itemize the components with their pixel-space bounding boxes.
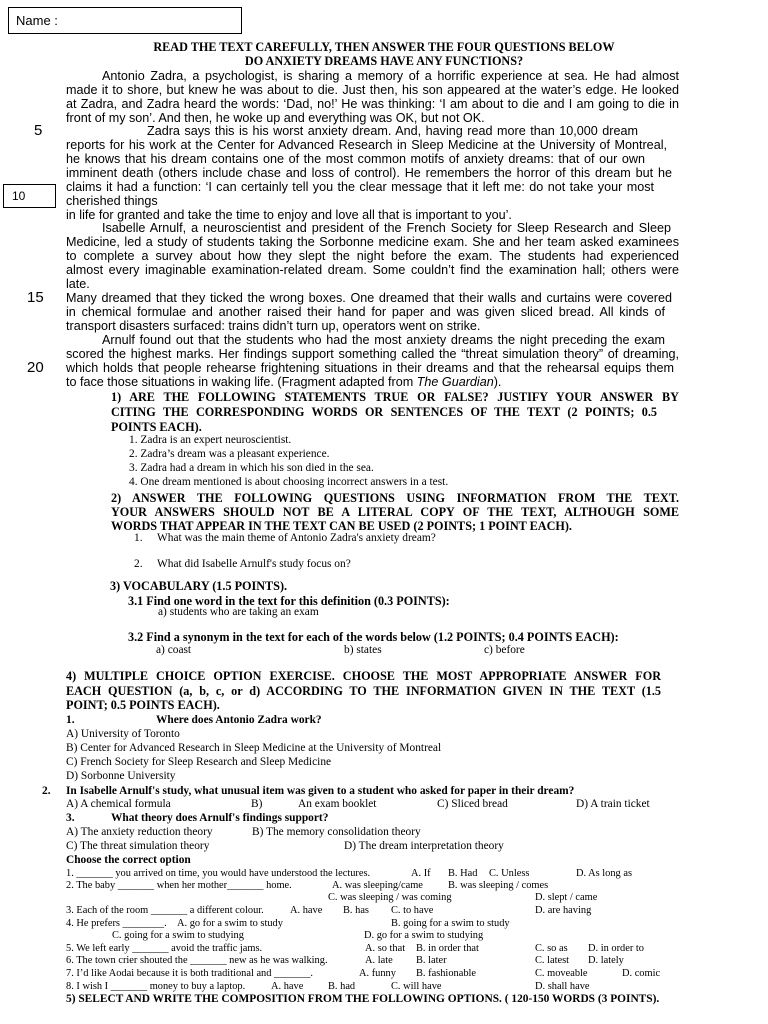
passage-line: transport disasters surfaced: trains didn’t turn up, operators went on strike. (66, 319, 481, 333)
grammar-option[interactable]: D. slept / came (535, 892, 598, 903)
q1-statement: 2. Zadra’s dream was a pleasant experience. (129, 448, 330, 460)
grammar-option[interactable]: B. fashionable (416, 968, 477, 979)
passage-line: made it to shore, but knew he was about to die. Just then, his son appeared at the water’s edge. He looked (66, 83, 679, 97)
q1-statement: 1. Zadra is an expert neuroscientist. (129, 434, 292, 446)
grammar-stem: 6. The town crier shouted the _______ new as he was walking. (66, 955, 328, 966)
grammar-option[interactable]: A. have (271, 981, 304, 992)
passage-line: Zadra says this is his worst anxiety dream. And, having read more than 10,000 dream (147, 124, 638, 138)
mc2-option[interactable]: A) A chemical formula (66, 798, 171, 810)
grammar-option[interactable]: D. go for a swim to studying (364, 930, 484, 941)
mc2-option[interactable]: D) A train ticket (576, 798, 650, 810)
passage-line: Arnulf found out that the students who had the most anxiety dreams the night preceding the exam (102, 333, 665, 347)
mc2-option[interactable]: C) Sliced bread (437, 798, 508, 810)
question-5: 5) SELECT AND WRITE THE COMPOSITION FROM THE FOLLOWING OPTIONS. ( 120-150 WORDS (3 POINTS). (66, 993, 660, 1005)
grammar-option[interactable]: D. in order to (588, 943, 644, 954)
q3-1-instruction: 3.1 Find one word in the text for this definition (0.3 POINTS): (128, 594, 450, 608)
q3-1-item: a) students who are taking an exam (158, 606, 319, 618)
mc3-question: What theory does Arnulf's findings support? (111, 812, 329, 824)
instructions-heading: READ THE TEXT CAREFULLY, THEN ANSWER THE FOUR QUESTIONS BELOW (153, 40, 615, 54)
grammar-stem: 3. Each of the room _______ a different colour. (66, 905, 264, 916)
q2-instruction: YOUR ANSWERS SHOULD NOT BE A LITERAL COPY OF THE TEXT, ALTHOUGH SOME (111, 505, 679, 519)
passage-line: front of my son’. And then, he woke up and everything was OK, but not OK. (66, 111, 485, 125)
passage-line: reports for his work at the Center for Advanced Research in Sleep Medicine at the University of Montreal, (66, 138, 667, 152)
q4-instruction: POINT; 0.5 POINTS EACH). (66, 698, 220, 712)
grammar-option[interactable]: A. was sleeping/came (332, 880, 423, 891)
article-title: DO ANXIETY DREAMS HAVE ANY FUNCTIONS? (244, 54, 524, 68)
grammar-option[interactable]: A. so that (365, 943, 406, 954)
q3-title: 3) VOCABULARY (1.5 POINTS). (110, 579, 288, 593)
passage-line: Many dreamed that they ticked the wrong boxes. One dreamed that their walls and curtains were covered (66, 291, 672, 305)
q1-instruction: CITING THE CORRESPONDING WORDS OR SENTENCES OF THE TEXT (2 POINTS; 0.5 (111, 405, 657, 419)
grammar-option[interactable]: D. are having (535, 905, 592, 916)
mc3-number: 3. (66, 812, 75, 824)
name-field[interactable] (8, 7, 242, 34)
q2-instruction: WORDS THAT APPEAR IN THE TEXT CAN BE USED (2 POINTS; 1 POINT EACH). (111, 519, 572, 533)
mc2-number: 2. (42, 785, 51, 797)
passage-line: in chemical formulae and another raised their hand for paper and was given sliced bread. All kinds of (66, 305, 665, 319)
mc3-option[interactable]: B) The memory consolidation theory (252, 826, 421, 838)
passage-source-line (66, 375, 501, 389)
line-number-10-box (3, 184, 56, 208)
grammar-option[interactable]: D. shall have (535, 981, 590, 992)
grammar-option[interactable]: B. Had (448, 868, 478, 879)
passage-line: at Zadra, and Zadra heard the words: ‘Dad, no!’ He was thinking: ‘I am about to die and I am going to die in (66, 97, 679, 111)
q1-statement: 3. Zadra had a dream in which his son died in the sea. (129, 462, 374, 474)
grammar-title: Choose the correct option (66, 854, 191, 866)
grammar-stem: 2. The baby _______ when her mother_______ home. (66, 880, 292, 891)
grammar-stem: 7. I’d like Aodai because it is both traditional and _______. (66, 968, 314, 979)
passage-line: imminent death (others include chase and loss of control). He remembers the horror of this dream but he (66, 166, 672, 180)
mc1-option[interactable]: A) University of Toronto (66, 728, 180, 740)
grammar-option[interactable]: C. was sleeping / was coming (328, 892, 452, 903)
line-number-15: 15 (27, 289, 44, 306)
grammar-option[interactable]: A. If (411, 868, 431, 879)
source-close: ). (493, 375, 502, 389)
passage-line: Medicine, led a study of students taking the Sorbonne medicine exam. She and her team asked examinees (66, 235, 679, 249)
q2-number: 1. (134, 532, 143, 544)
grammar-option[interactable]: B. later (416, 955, 447, 966)
grammar-stem: 4. He prefers ________. (66, 918, 167, 929)
grammar-option[interactable]: D. comic (622, 968, 661, 979)
grammar-option[interactable]: B. had (328, 981, 356, 992)
grammar-option[interactable]: A. funny (359, 968, 396, 979)
q4-instruction: 4) MULTIPLE CHOICE OPTION EXERCISE. CHOOSE THE MOST APPROPRIATE ANSWER FOR (66, 669, 661, 683)
passage-line: almost every imaginable examination-related dream. Some couldn’t find the examination hall; others were (66, 263, 679, 277)
mc1-number: 1. (66, 714, 75, 726)
q2-question: What was the main theme of Antonio Zadra's anxiety dream? (157, 532, 436, 544)
q2-instruction: 2) ANSWER THE FOLLOWING QUESTIONS USING INFORMATION FROM THE TEXT. (111, 491, 679, 505)
passage-line: to complete a survey about how they slept the night before the exam. The students had experienced (66, 249, 679, 263)
name-label: Name : (16, 13, 58, 28)
grammar-option[interactable]: C. latest (535, 955, 570, 966)
grammar-option[interactable]: B. was sleeping / comes (448, 880, 549, 891)
mc1-option[interactable]: C) French Society for Sleep Research and Sleep Medicine (66, 756, 332, 768)
mc1-option[interactable]: B) Center for Advanced Research in Sleep Medicine at the University of Montreal (66, 742, 442, 754)
grammar-option[interactable]: C. so as (535, 943, 568, 954)
q1-statement: 4. One dream mentioned is about choosing incorrect answers in a test. (129, 476, 449, 488)
grammar-option[interactable]: D. As long as (576, 868, 632, 879)
grammar-option[interactable]: C. to have (391, 905, 434, 916)
passage-line: cherished things (66, 194, 158, 208)
grammar-option[interactable]: C. moveable (535, 968, 588, 979)
grammar-option[interactable]: B. has (343, 905, 369, 916)
grammar-option[interactable]: A. late (365, 955, 393, 966)
grammar-stem: 1. _______ you arrived on time, you would have understood the lectures. (66, 868, 371, 879)
mc1-option[interactable]: D) Sorbonne University (66, 770, 176, 782)
mc2-option[interactable]: An exam booklet (298, 798, 377, 810)
mc3-option[interactable]: D) The dream interpretation theory (344, 840, 504, 852)
grammar-option[interactable]: C. Unless (489, 868, 530, 879)
grammar-option[interactable]: B. going for a swim to study (391, 918, 510, 929)
passage-line: he knows that his dream contains one of the most common motifs of anxiety dreams: that of our own (66, 152, 645, 166)
passage-line: which holds that people rehearse frightening situations in their dreams and that the rehearsal equips them (66, 361, 674, 375)
q3-2-item: c) before (484, 644, 525, 656)
grammar-option[interactable]: C. going for a swim to studying (112, 930, 244, 941)
line-number-5: 5 (34, 122, 43, 139)
q4-instruction: EACH QUESTION (a, b, c, or d) ACCORDING TO THE INFORMATION GIVEN IN THE TEXT (1.5 (66, 684, 661, 698)
source-title: The Guardian (416, 375, 494, 389)
mc2-option-letter[interactable]: B) (251, 798, 263, 810)
line-number-20: 20 (27, 359, 44, 376)
q3-2-item: a) coast (156, 644, 192, 656)
grammar-stem: 5. We left early _______ avoid the traffic jams. (66, 943, 263, 954)
passage-line: in life for granted and take the time to enjoy and love all that is important to you’. (66, 208, 512, 222)
q1-instruction: POINTS EACH). (111, 420, 202, 434)
grammar-option[interactable]: A. have (290, 905, 323, 916)
mc3-option[interactable]: C) The threat simulation theory (66, 840, 210, 852)
grammar-option[interactable]: A. go for a swim to study (177, 918, 283, 929)
q3-2-item: b) states (344, 644, 382, 656)
passage-line: late. (66, 277, 90, 291)
passage-line: scored the highest marks. Her findings support something called the “threat simulation theory” of dreaming, (66, 347, 679, 361)
q1-instruction: 1) ARE THE FOLLOWING STATEMENTS TRUE OR FALSE? JUSTIFY YOUR ANSWER BY (111, 390, 679, 404)
q2-number: 2. (134, 558, 143, 570)
passage-line: Antonio Zadra, a psychologist, is sharing a memory of a horrific experience at sea. He had almost (102, 69, 679, 83)
grammar-option[interactable]: B. in order that (416, 943, 479, 954)
q2-question: What did Isabelle Arnulf's study focus on? (157, 558, 351, 570)
line-number-10: 10 (12, 189, 26, 203)
mc1-question: Where does Antonio Zadra work? (156, 714, 322, 726)
passage-line: to face those situations in waking life. (Fragment adapted from (66, 375, 417, 389)
passage-line: Isabelle Arnulf, a neuroscientist and president of the French Society for Sleep Research and Sleep (102, 221, 671, 235)
grammar-option[interactable]: D. lately (588, 955, 624, 966)
mc2-question: In Isabelle Arnulf's study, what unusual item was given to a student who asked for paper in their dream? (66, 785, 575, 797)
grammar-stem: 8. I wish I _______ money to buy a laptop. (66, 981, 246, 992)
q3-2-instruction: 3.2 Find a synonym in the text for each of the words below (1.2 POINTS; 0.4 POINTS EACH): (128, 630, 619, 644)
mc3-option[interactable]: A) The anxiety reduction theory (66, 826, 213, 838)
grammar-option[interactable]: C. will have (391, 981, 442, 992)
passage-line: claims it had a function: ‘I can certainly tell you the clear message that it left me: do not take your most (66, 180, 654, 194)
